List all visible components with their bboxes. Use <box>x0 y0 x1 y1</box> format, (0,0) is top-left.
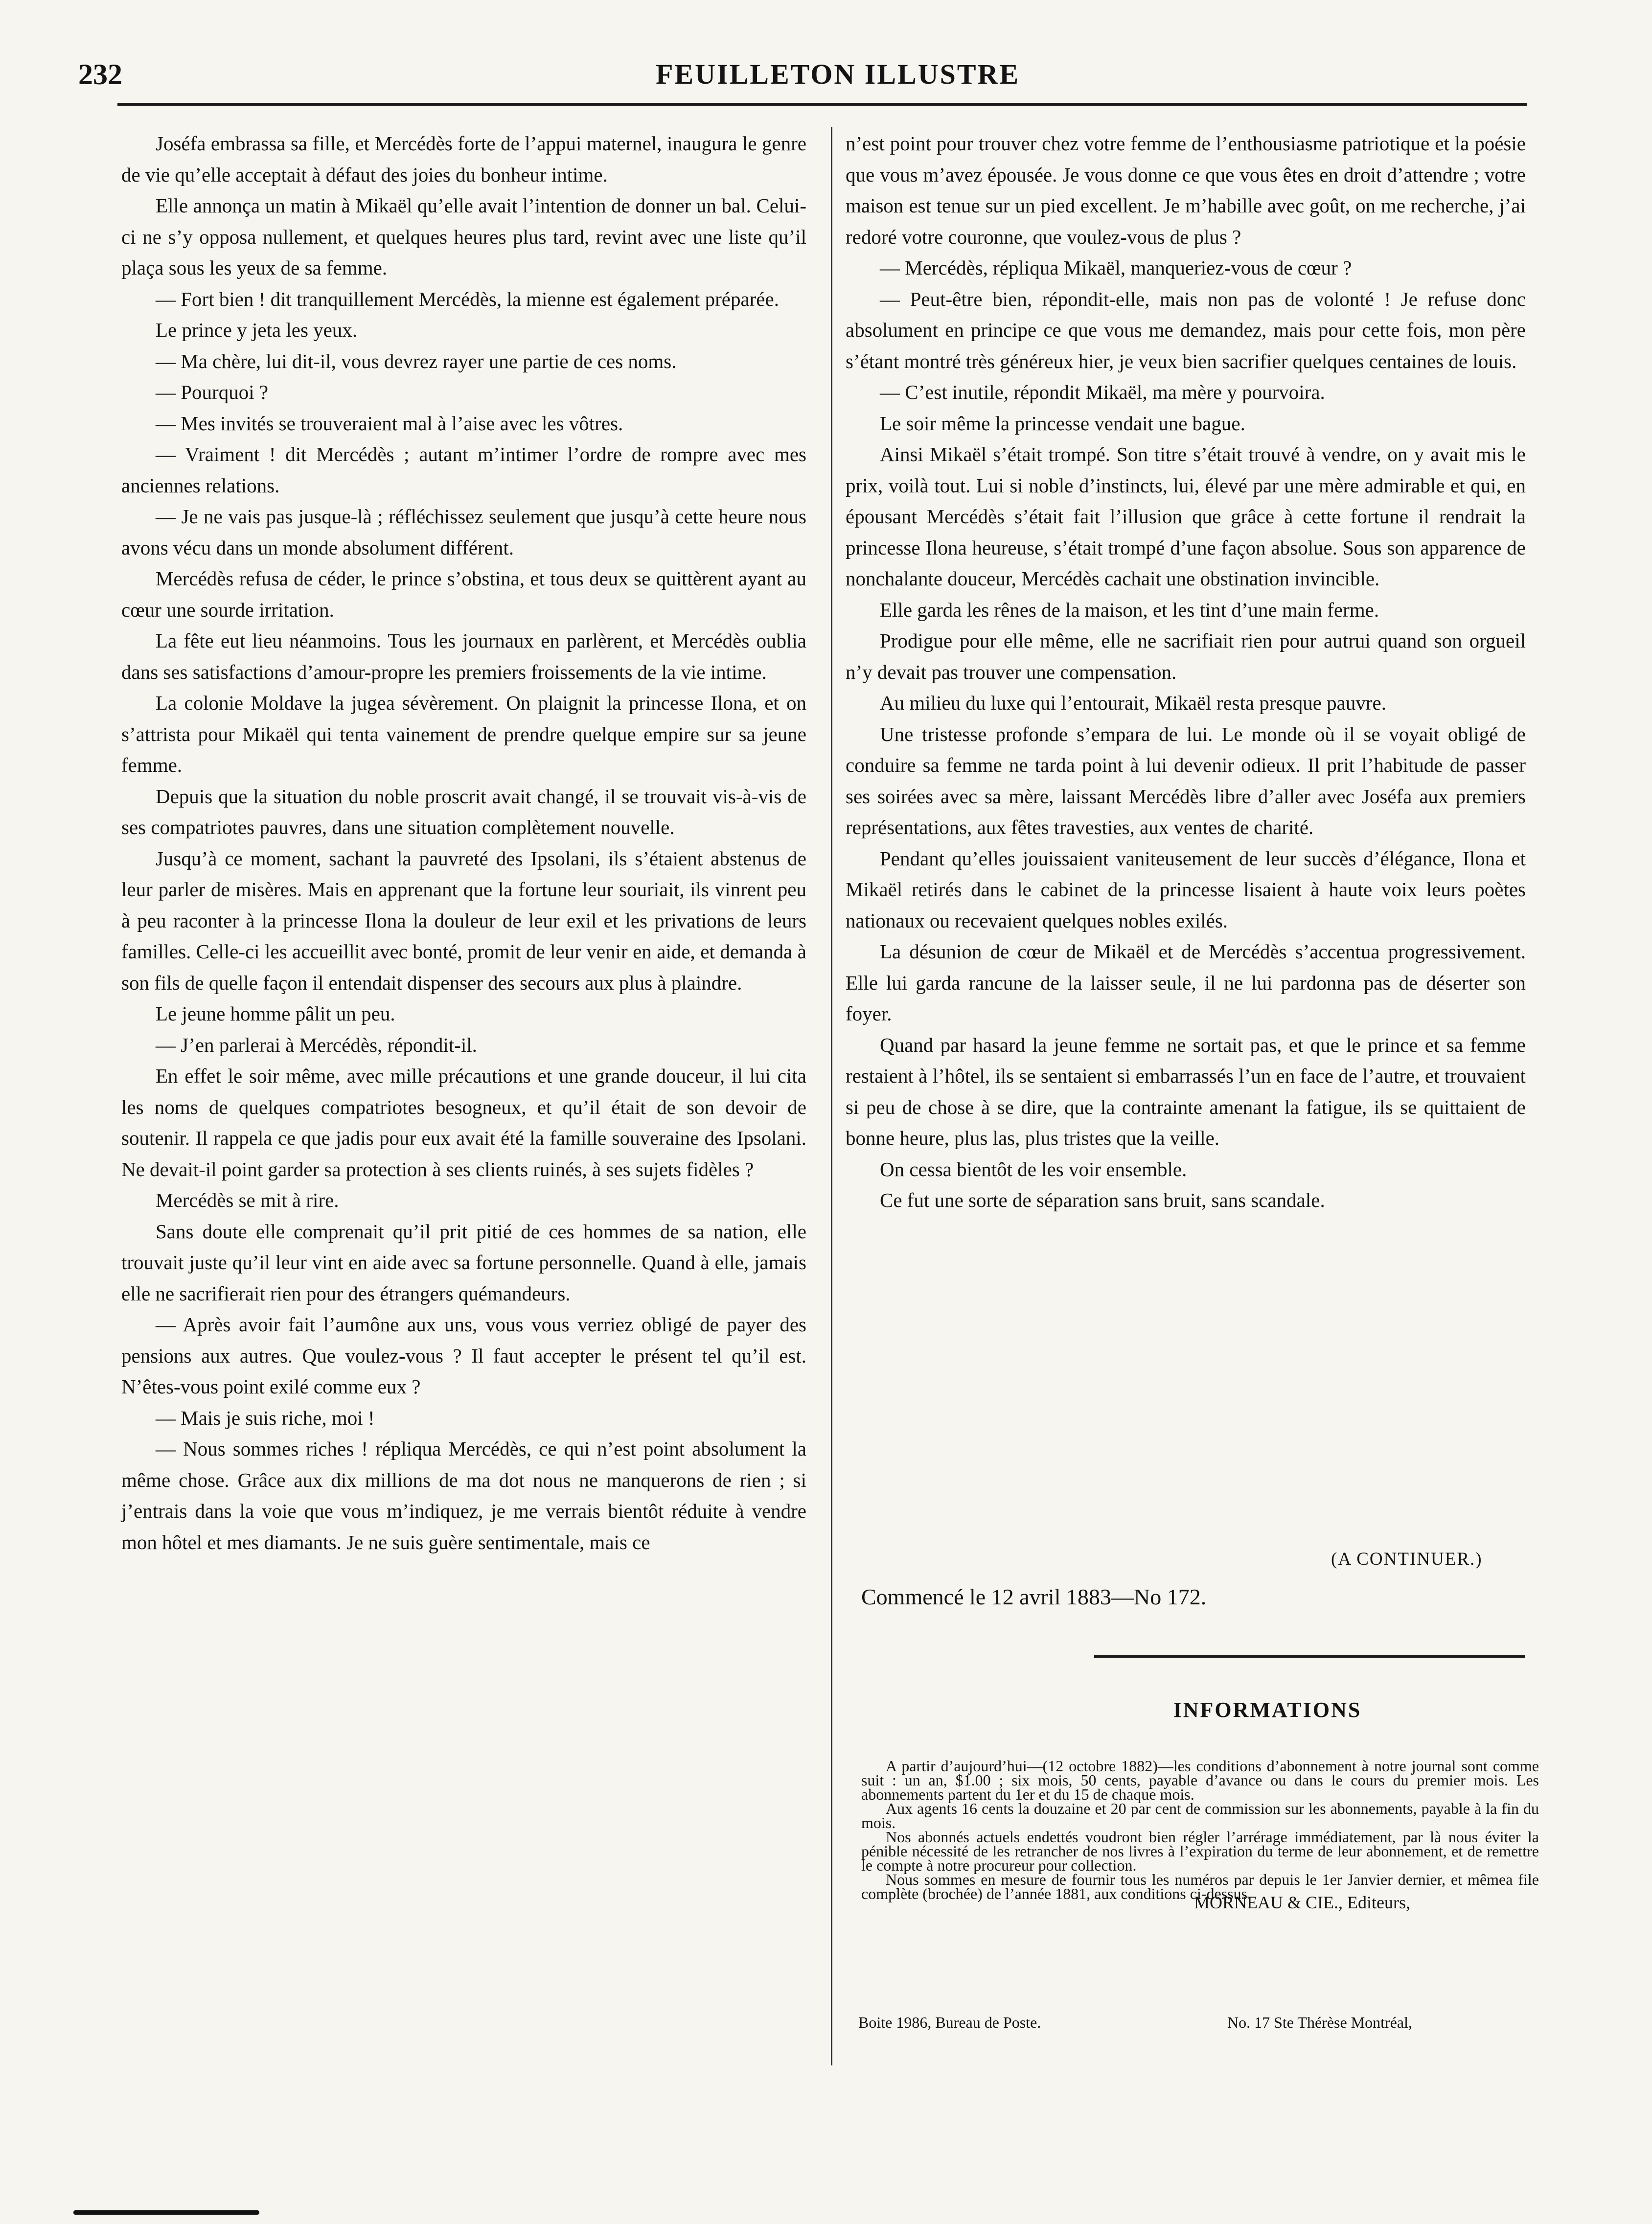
informations-rule <box>1094 1655 1525 1658</box>
paragraph: Elle garda les rênes de la maison, et les tint d’une main ferme. <box>880 598 1379 621</box>
paragraph: — Peut-être bien, répondit-elle, mais non pas de volonté ! Je refuse donc absolument en principe ce que vous me demandez, mais pour cette fois, mon père s’étant montré très généreux hier, je veux bien sacrifier quelques centaines de louis. <box>846 287 1526 372</box>
header-rule <box>117 103 1527 106</box>
paragraph: Joséfa embrassa sa fille, et Mercédès forte de l’appui maternel, inaugura le genre de vie qu’elle acceptait à défaut des joies du bonheur intime. <box>121 132 806 186</box>
paragraph: Le prince y jeta les yeux. <box>156 319 358 341</box>
page-number: 232 <box>78 58 122 91</box>
paragraph: — Fort bien ! dit tranquillement Mercédès, la mienne est également préparée. <box>156 287 779 310</box>
paragraph: Mercédès se mit à rire. <box>156 1189 339 1211</box>
paragraph: Au milieu du luxe qui l’entourait, Mikaël resta presque pauvre. <box>880 692 1386 714</box>
info-paragraph: Nous sommes en mesure de fournir tous les numéros par depuis le 1er Janvier dernier, et mêmea file complète (brochée) de l’année 1881, aux conditions ci-dessus. <box>861 1871 1539 1902</box>
paragraph: Quand par hasard la jeune femme ne sortait pas, et que le prince et sa femme restaient à l’hôtel, ils se sentaient si embarrassés l’un en face de l’autre, et trouvaient si peu de chose à se dire, que la contrainte amenant la fatigue, ils se quittaient de bonne heure, plus las, plus tristes que la veille. <box>846 1033 1526 1149</box>
column-divider <box>831 127 832 2065</box>
editors-line: MORNEAU & CIE., Editeurs, <box>1194 1893 1410 1912</box>
paragraph: La désunion de cœur de Mikaël et de Mercédès s’accentua progressivement. Elle lui garda rancune de la laisser seule, il ne lui pardonna pas de déserter son foyer. <box>846 940 1526 1025</box>
info-paragraph: Nos abonnés actuels endettés voudront bien régler l’arrérage immédiatement, par là nous éviter la pénible nécessité de les retrancher de nos livres à l’expiration du terme de leur abonnement, et de remettre le compte à notre procureur pour collection. <box>861 1828 1539 1874</box>
paragraph: Une tristesse profonde s’empara de lui. Le monde où il se voyait obligé de conduire sa femme ne tarda point à lui devenir odieux. Il prit l’habitude de passer ses soirées avec sa mère, laissant Mercédès libre d’aller avec Joséfa aux premiers représentations, aux fêtes travesties, aux ventes de charité. <box>846 722 1526 838</box>
paragraph: Sans doute elle comprenait qu’il prit pitié de ces hommes de sa nation, elle trouvait juste qu’il leur vint en aide avec sa fortune personnelle. Quand à elle, jamais elle ne sacrifierait rien pour des étrangers quémandeurs. <box>121 1220 806 1305</box>
paragraph: — Mais je suis riche, moi ! <box>156 1406 375 1429</box>
paragraph: Mercédès refusa de céder, le prince s’obstina, et tous deux se quittèrent ayant au cœur une sourde irritation. <box>121 567 806 621</box>
paragraph: Ainsi Mikaël s’était trompé. Son titre s’était trouvé à vendre, on y avait mis le prix, voilà tout. Lui si noble d’instincts, lui, élevé par une mère admirable et qui, en épousant Mercédès s’était fait l’illusion que grâce à cette fortune il rendrait la princesse Ilona heureuse, s’était trompé d’une façon absolue. Sous son apparence de nonchalante douceur, Mercédès cachait une obstination invincible. <box>846 443 1526 590</box>
paragraph: Ce fut une sorte de séparation sans bruit, sans scandale. <box>880 1189 1325 1211</box>
paragraph: On cessa bientôt de les voir ensemble. <box>880 1158 1187 1181</box>
informations-body <box>861 1759 1539 1901</box>
right-column <box>846 128 1526 1216</box>
left-column <box>121 128 806 1558</box>
paragraph: Elle annonça un matin à Mikaël qu’elle avait l’intention de donner un bal. Celui-ci ne s’y opposa nullement, et quelques heures plus tard, revint avec une liste qu’il plaça sous les yeux de sa femme. <box>121 194 806 279</box>
city-address: No. 17 Ste Thérèse Montréal, <box>1227 2014 1412 2031</box>
paragraph: n’est point pour trouver chez votre femme de l’enthousiasme patriotique et la poésie que vous m’avez épousée. Je vous donne ce que vous êtes en droit d’attendre ; votre maison est tenue sur un pied excellent. Je m’habille avec goût, on me recherche, j’ai redoré votre couronne, que voulez-vous de plus ? <box>846 132 1526 248</box>
paragraph: La colonie Moldave la jugea sévèrement. On plaignit la princesse Ilona, et on s’attrista pour Mikaël qui tenta vainement de prendre quelque empire sur sa jeune femme. <box>121 692 806 776</box>
paragraph: — Ma chère, lui dit-il, vous devrez rayer une partie de ces noms. <box>156 349 677 372</box>
paragraph: — Après avoir fait l’aumône aux uns, vous vous verriez obligé de payer des pensions aux autres. Que voulez-vous ? Il faut accepter le présent tel qu’il est. N’êtes-vous point exilé comme eux ? <box>121 1313 806 1398</box>
paragraph: Le soir même la princesse vendait une bague. <box>880 412 1245 435</box>
paragraph: — Mes invités se trouveraient mal à l’aise avec les vôtres. <box>156 412 623 435</box>
paragraph: — Je ne vais pas jusque-là ; réfléchissez seulement que jusqu’à cette heure nous avons vécu dans un monde absolument différent. <box>121 505 806 559</box>
paragraph: — Pourquoi ? <box>156 381 269 403</box>
informations-title: INFORMATIONS <box>1173 1698 1362 1722</box>
running-title: FEUILLETON ILLUSTRE <box>656 58 1020 90</box>
commencement-note: Commencé le 12 avril 1883—No 172. <box>861 1584 1207 1609</box>
paragraph: — J’en parlerai à Mercédès, répondit-il. <box>156 1033 477 1056</box>
box-address: Boite 1986, Bureau de Poste. <box>858 2014 1041 2031</box>
paragraph: — Vraiment ! dit Mercédès ; autant m’intimer l’ordre de rompre avec mes anciennes relations. <box>121 443 806 497</box>
page-header <box>78 58 1527 102</box>
paragraph: — Nous sommes riches ! répliqua Mercédès, ce qui n’est point absolument la même chose. Grâce aux dix millions de ma dot nous ne manquerons de rien ; si j’entrais dans la voie que vous m’indiquez, je me verrais bientôt réduite à vendre mon hôtel et mes diamants. Je ne suis guère sentimentale, mais ce <box>121 1437 806 1553</box>
scan-edge-mark <box>73 2210 259 2215</box>
paragraph: En effet le soir même, avec mille précautions et une grande douceur, il lui cita les noms de quelques compatriotes besogneux, et qu’il était de son devoir de soutenir. Il rappela ce que jadis pour eux avait été la famille souveraine des Ipsolani. Ne devait-il point garder sa protection à ses clients ruinés, à ses sujets fidèles ? <box>121 1065 806 1181</box>
info-paragraph: A partir d’aujourd’hui—(12 octobre 1882)—les conditions d’abonnement à notre journal sont comme suit : un an, $1.00 ; six mois, 50 cents, payable d’avance ou dans le cours du premier mois. Les abonnements partent du 1er et du 15 de chaque mois. <box>861 1757 1539 1803</box>
info-paragraph: Aux agents 16 cents la douzaine et 20 par cent de commission sur les abonnements, payable à la fin du mois. <box>861 1800 1539 1831</box>
paragraph: — C’est inutile, répondit Mikaël, ma mère y pourvoira. <box>880 381 1325 403</box>
paragraph: Le jeune homme pâlit un peu. <box>156 1002 395 1025</box>
paragraph: — Mercédès, répliqua Mikaël, manqueriez-vous de cœur ? <box>880 256 1352 279</box>
paragraph: Jusqu’à ce moment, sachant la pauvreté des Ipsolani, ils s’étaient abstenus de leur parler de misères. Mais en apprenant que la fortune leur souriait, ils vinrent peu à peu raconter à la princesse Ilona la douleur de leur exil et les privations de leurs familles. Celle-ci les accueillit avec bonté, promit de leur venir en aide, et demanda à son fils de quelle façon il entendait dispenser des secours aux plus à plaindre. <box>121 847 806 994</box>
continuation-note: (A CONTINUER.) <box>1331 1549 1483 1569</box>
paragraph: Prodigue pour elle même, elle ne sacrifiait rien pour autrui quand son orgueil n’y devait pas trouver une compensation. <box>846 629 1526 683</box>
paragraph: Pendant qu’elles jouissaient vaniteusement de leur succès d’élégance, Ilona et Mikaël retirés dans le cabinet de la princesse lisaient à haute voix leurs poètes nationaux ou recevaient quelques nobles exilés. <box>846 847 1526 932</box>
paragraph: Depuis que la situation du noble proscrit avait changé, il se trouvait vis-à-vis de ses compatriotes pauvres, dans une situation complètement nouvelle. <box>121 785 806 838</box>
paragraph: La fête eut lieu néanmoins. Tous les journaux en parlèrent, et Mercédès oublia dans ses satisfactions d’amour-propre les premiers froissements de la vie intime. <box>121 629 806 683</box>
